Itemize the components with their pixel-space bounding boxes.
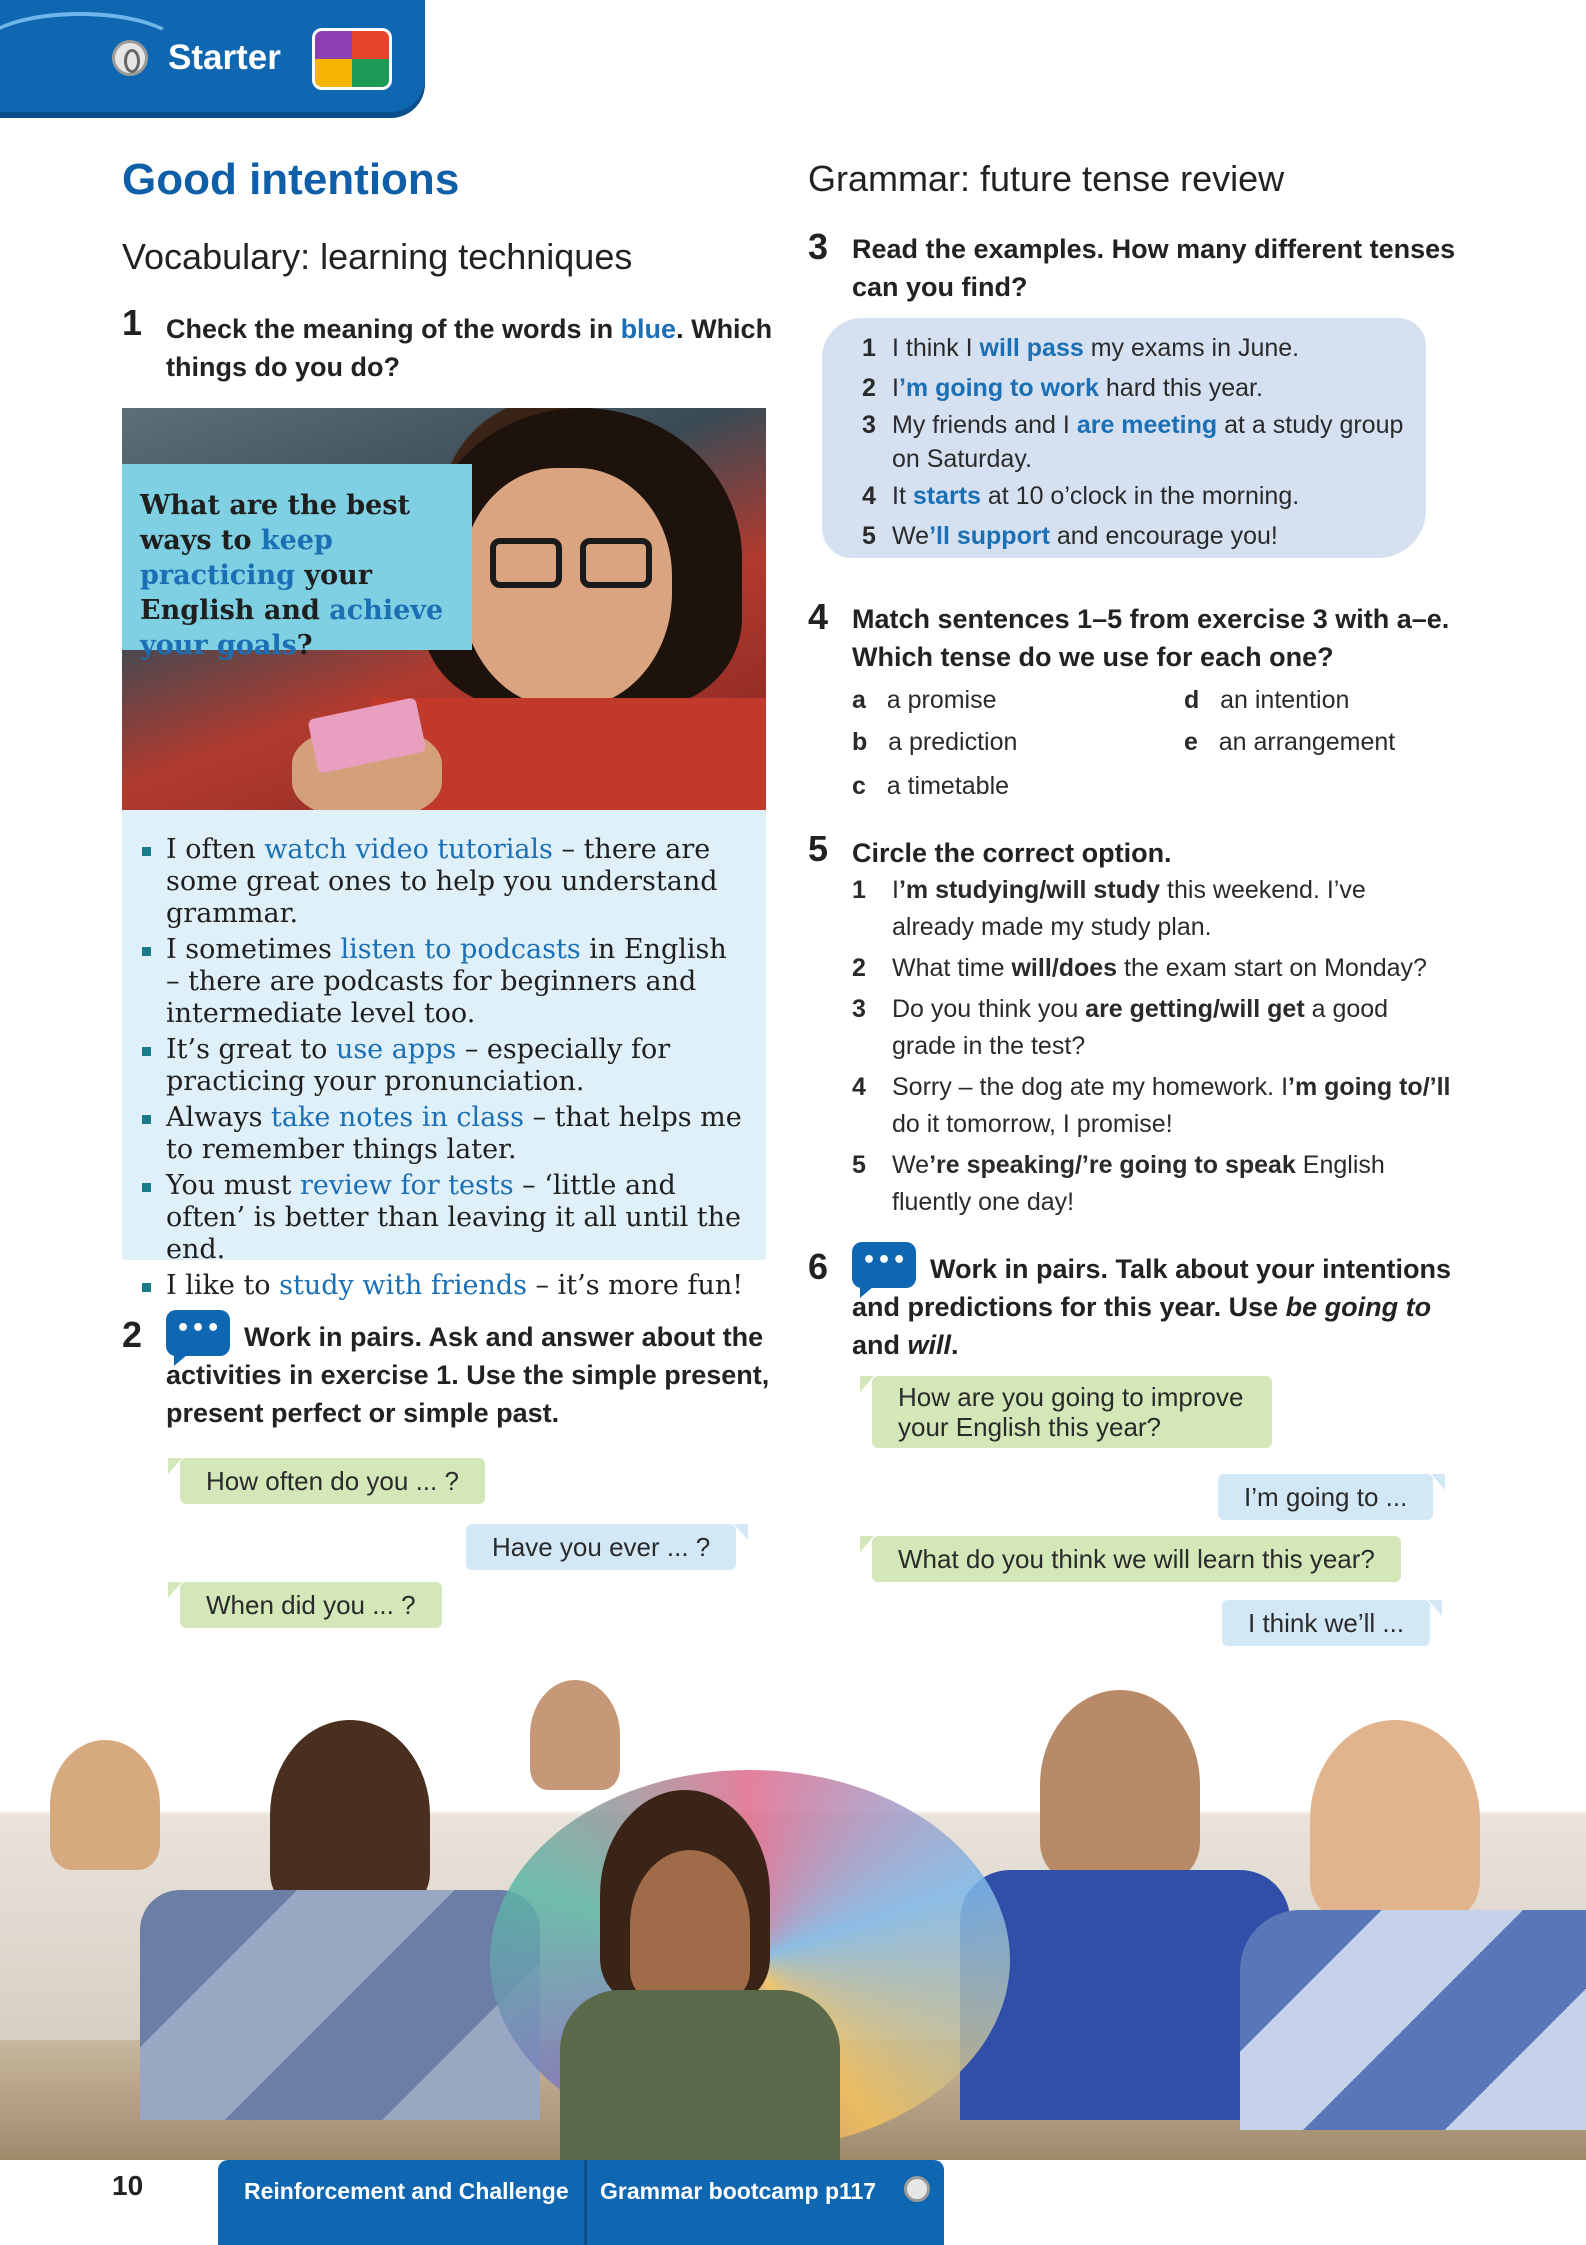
student-photo [122,408,766,810]
exercise-2-instruction: Work in pairs. Ask and answer about the activities in exercise 1. Use the simple present, present perfect or simple past. [166,1322,770,1428]
exercise-5-list [852,872,1452,1225]
unit-badge-icon [312,28,392,90]
photo-student [1310,1720,1480,1920]
exercise-3-number: 3 [808,226,829,267]
callout-text: your English and [140,560,372,626]
photo-callout [122,464,472,661]
photo-face [462,468,672,708]
instr-text: Check the meaning of the words in [166,314,621,344]
unit-icon [112,40,148,76]
list-item: I sometimes listen to podcasts in English – there are podcasts for beginners and intermediate level too. [138,934,746,1030]
exercise-4-number: 4 [808,596,829,637]
callout-text: ? [296,630,313,661]
exercise-6-instruction: Work in pairs. Talk about your intentions and predictions for this year. Use be going to and will. [852,1254,1452,1360]
grammar-bootcamp-link[interactable]: Grammar bootcamp p117 [600,2178,877,2204]
list-item: 2 What time will/does the exam start on Monday? [852,954,1427,982]
list-item: I often watch video tutorials – there are some great ones to help you understand grammar. [138,834,746,930]
speech-bubble: I think we’ll ... [1222,1600,1430,1646]
exercise-4-instruction: Match sentences 1–5 from exercise 3 with a–e. Which tense do we use for each one? [852,604,1450,672]
grammar-heading: Grammar: future tense review [808,158,1285,199]
footer-divider [584,2160,587,2245]
vocab-heading: Vocabulary: learning techniques [122,236,633,277]
exercise-1-instruction [166,310,776,386]
exercise-6-number: 6 [808,1246,829,1287]
photo-shirt [140,1890,540,2120]
photo-shirt [1240,1910,1586,2130]
exercise-3-instruction: Read the examples. How many different tenses can you find? [852,234,1456,302]
photo-student [50,1740,160,1870]
list-item: 4 It starts at 10 o’clock in the morning. [862,482,1300,510]
list-item: 1 I’m studying/will study this weekend. I’ve already made my study plan. [852,876,1366,941]
list-item: I like to study with friends – it’s more fun! [138,1270,746,1302]
technique-list [122,810,766,1301]
option-d: d an intention [1184,686,1350,714]
exercise-5-number: 5 [808,828,829,869]
bootcamp-icon [904,2176,930,2202]
list-item: 1 I think I will pass my exams in June. [862,334,1300,362]
list-item: 5 We’re speaking/’re going to speak English fluently one day! [852,1151,1385,1216]
speech-bubble: What do you think we will learn this year? [872,1536,1401,1582]
list-item: 3 My friends and I are meeting at a study group on Saturday. [862,411,1404,473]
glasses-icon [490,538,562,588]
list-item: 4 Sorry – the dog ate my homework. I’m going to/’ll do it tomorrow, I promise! [852,1073,1451,1138]
exercise-1-number: 1 [122,302,143,343]
instr-blue-text: blue [620,314,677,344]
photo-student [530,1680,620,1790]
exercise-2-number: 2 [122,1314,143,1355]
list-item: You must review for tests – ‘little and often’ is better than leaving it all until the end. [138,1170,746,1266]
page-number: 10 [112,2170,144,2201]
list-item: Always take notes in class – that helps me to remember things later. [138,1102,746,1166]
option-a: a a promise [852,686,997,714]
speech-bubble: When did you ... ? [180,1582,442,1628]
speech-bubble: Have you ever ... ? [466,1524,736,1570]
glasses-icon [580,538,652,588]
examples-list [862,328,1403,556]
callout-text: What are the best ways to [140,490,411,556]
speech-bubble: I’m going to ... [1218,1474,1433,1520]
unit-label: Starter [168,38,281,77]
list-item: 3 Do you think you are getting/will get a good grade in the test? [852,995,1389,1060]
option-c: c a timetable [852,772,1010,800]
option-e: e an arrangement [1184,728,1396,756]
speech-bubble: How often do you ... ? [180,1458,485,1504]
photo-student [1040,1690,1200,1880]
reinforcement-link[interactable]: Reinforcement and Challenge [244,2178,569,2204]
callout-blue-text: keep practicing [140,525,333,591]
photo-student [630,1850,750,2000]
page-title: Good intentions [122,155,460,204]
option-b: b a prediction [852,728,1018,756]
photo-student [270,1720,430,1910]
photo-shirt [560,1990,840,2160]
list-item: 5 We’ll support and encourage you! [862,522,1278,550]
list-item: 2 I’m going to work hard this year. [862,374,1263,402]
list-item: It’s great to use apps – especially for practicing your pronunciation. [138,1034,746,1098]
speech-bubble: How are you going to improve your English this year? [872,1376,1272,1448]
callout-blue-text: achieve your goals [140,595,444,661]
instr-text: . Which things do you do? [166,314,773,382]
exercise-5-instruction: Circle the correct option. [852,838,1172,868]
